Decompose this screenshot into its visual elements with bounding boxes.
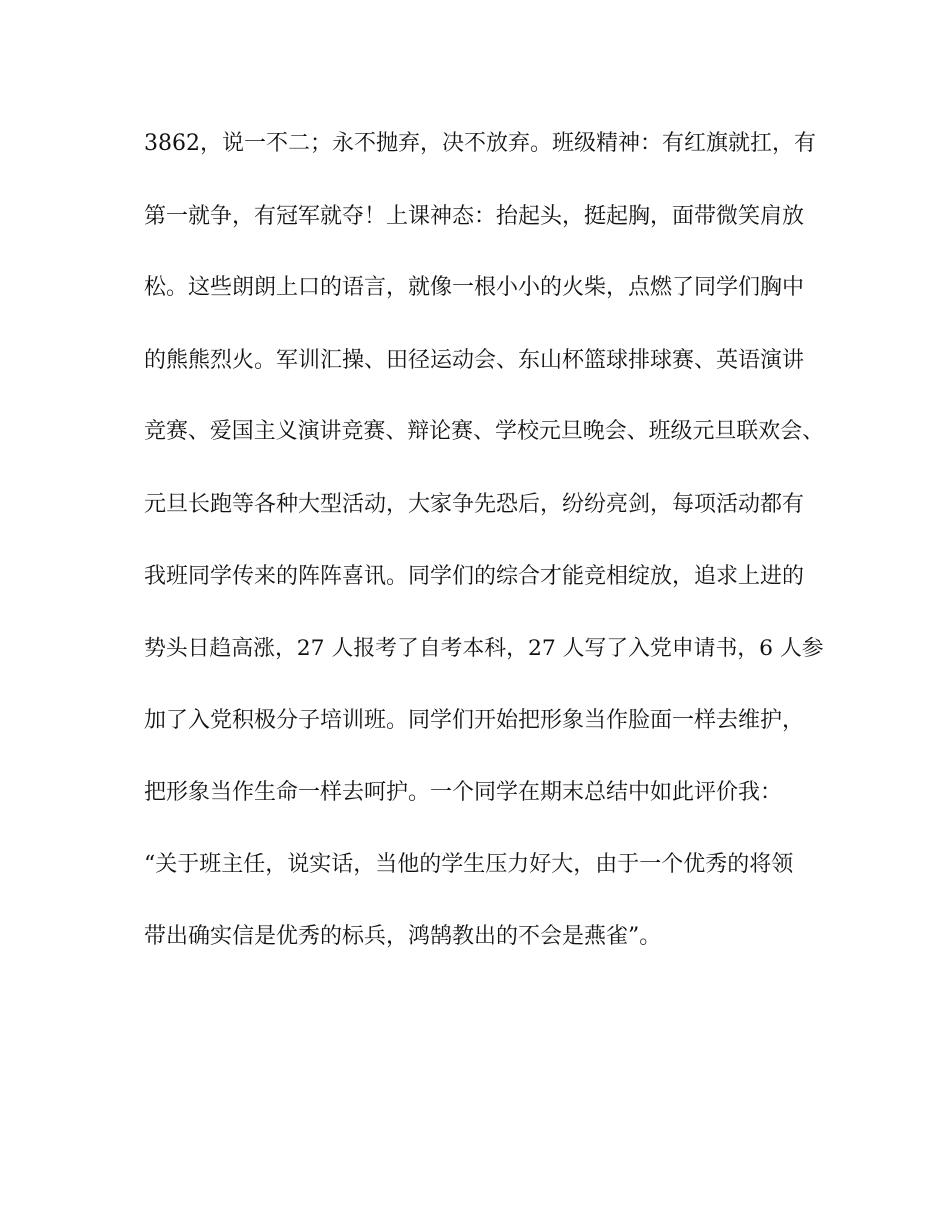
paragraph-line-10: 把形象当作生命一样去呵护。一个同学在期末总结中如此评价我： <box>144 780 783 805</box>
paragraph-line-7: 我班同学传来的阵阵喜讯。同学们的综合才能竞相绽放，追求上进的 <box>144 564 805 589</box>
paragraph-line-8: 势头日趋高涨，27 人报考了自考本科，27 人写了入党申请书，6 人参 <box>144 636 824 661</box>
paragraph-line-1: 3862，说一不二；永不抛弃，决不放弃。班级精神：有红旗就扛，有 <box>144 131 816 156</box>
paragraph-line-3: 松。这些朗朗上口的语言，就像一根小小的火柴，点燃了同学们胸中 <box>144 275 805 300</box>
paragraph-line-9: 加了入党积极分子培训班。同学们开始把形象当作脸面一样去维护， <box>144 708 805 733</box>
paragraph-line-12: 带出确实信是优秀的标兵，鸿鹄教出的不会是燕雀”。 <box>144 924 662 949</box>
paragraph-line-6: 元旦长跑等各种大型活动，大家争先恐后，纷纷亮剑，每项活动都有 <box>144 492 805 517</box>
paragraph-line-11: “关于班主任，说实话，当他的学生压力好大，由于一个优秀的将领 <box>144 852 794 877</box>
paragraph-line-4: 的熊熊烈火。军训汇操、田径运动会、东山杯篮球排球赛、英语演讲 <box>144 348 805 373</box>
paragraph-line-2: 第一就争，有冠军就夺！上课神态：抬起头，挺起胸，面带微笑肩放 <box>144 204 805 229</box>
paragraph-line-5: 竞赛、爱国主义演讲竞赛、辩论赛、学校元旦晚会、班级元旦联欢会、 <box>144 419 825 444</box>
